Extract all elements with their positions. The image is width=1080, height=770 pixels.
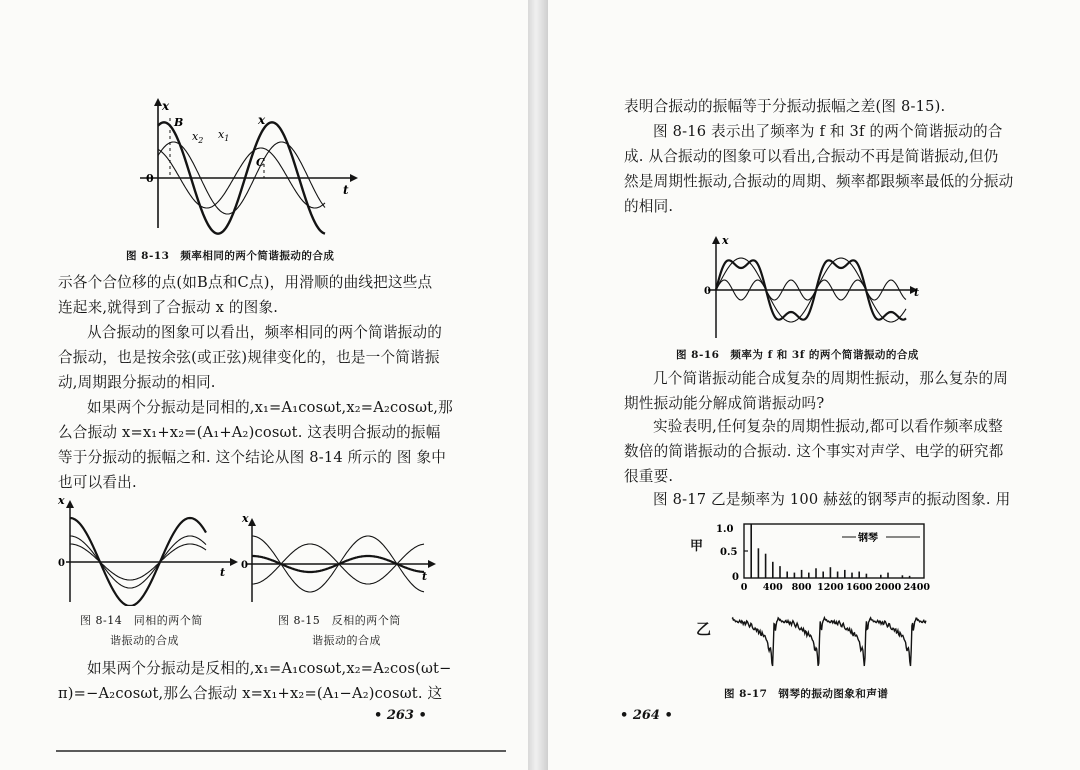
figure-8-15-caption-line-2: 谐振动的合成 — [312, 634, 381, 647]
left-paragraph-1: 示各个合位移的点(如B点和C点)，用滑顺的曲线把这些点 连起来,就得到了合振动 x 的图象. — [58, 274, 433, 316]
f815-t-axis-label: t — [422, 570, 428, 583]
spectrum-y-tick-1-0: 1.0 — [716, 524, 734, 535]
f814-t-axis-label: t — [220, 566, 226, 579]
f813-x-axis-label: x — [162, 99, 170, 113]
figure-8-17-label-jia: 甲 — [690, 539, 704, 554]
f813-origin-label: 0 — [146, 172, 154, 185]
right-paragraph-5: 图 8-17 乙是频率为 100 赫兹的钢琴声的振动图象. 用 — [653, 491, 1011, 508]
f814-origin-label: 0 — [58, 558, 65, 569]
figure-8-17-caption: 图 8-17 钢琴的振动图象和声谱 — [724, 688, 889, 700]
left-paragraph-4: 如果两个分振动是反相的,x₁=A₁cosωt,x₂=A₂cos(ωt− π)=−A₂cosωt,那么合振动 x=x₁+x₂=(A₁−A₂)cosωt. 这 — [58, 660, 452, 702]
figure-8-17-spectrum — [708, 516, 934, 594]
right-paragraph-3: 几个简谐振动能合成复杂的周期性振动，那么复杂的周 期性振动能分解成简谐振动吗? — [624, 370, 1009, 412]
spectrum-x-tick-label: 2000 — [874, 582, 902, 593]
spectrum-legend-piano: 钢琴 — [858, 533, 878, 544]
spectrum-x-tick-label: 800 — [791, 582, 812, 593]
left-page — [0, 0, 528, 770]
f813-x-resultant-label: x — [258, 113, 266, 127]
spectrum-x-tick-label: 1600 — [845, 582, 873, 593]
spectrum-x-tick-label: 400 — [762, 582, 783, 593]
figure-8-14-caption-line-2: 谐振动的合成 — [110, 634, 179, 647]
figure-8-13 — [140, 96, 360, 236]
f816-origin-label: 0 — [704, 286, 711, 297]
page-number-right: • 264 • — [620, 708, 673, 723]
f815-origin-label: 0 — [241, 560, 248, 571]
right-paragraph-4: 实验表明,任何复杂的周期性振动,都可以看作频率成整 数倍的简谐振动的合振动. 这个事实对声学、电学的研究都 很重要. — [624, 418, 1004, 485]
right-page — [548, 0, 1080, 770]
f816-t-axis-label: t — [914, 286, 920, 299]
spectrum-frame — [744, 524, 924, 578]
figure-8-15-caption-line-1: 图 8-15 反相的两个筒 — [278, 614, 401, 627]
figure-8-14 — [52, 494, 242, 606]
f813-x1-label: $x_1$ — [218, 128, 230, 143]
spectrum-y-tick-0: 0 — [732, 572, 739, 583]
figure-8-13-caption: 图 8-13 频率相同的两个简谐振动的合成 — [126, 250, 335, 262]
piano-waveform-line — [732, 618, 926, 666]
f816-x-axis-label: x — [722, 234, 729, 247]
figure-8-16-caption: 图 8-16 频率为 f 和 3f 的两个简谐振动的合成 — [676, 349, 919, 361]
left-paragraph-2: 从合振动的图象可以看出，频率相同的两个简谐振动的 合振动，也是按余弦(或正弦)规律变化的，也是一个简谐振 动,周期跟分振动的相同. — [58, 324, 443, 391]
page-number-left: • 263 • — [374, 708, 427, 723]
f815-x-axis-label: x — [242, 512, 249, 525]
f813-point-c-label: C — [256, 156, 265, 169]
f813-t-axis-label: t — [343, 183, 349, 197]
spectrum-x-tick-label: 1200 — [817, 582, 844, 593]
spectrum-y-tick-0-5: 0.5 — [720, 547, 738, 558]
f813-point-b-label: B — [174, 116, 184, 129]
spectrum-x-tick-label: 0 — [740, 582, 748, 593]
left-paragraph-3: 如果两个分振动是同相的,x₁=A₁cosωt,x₂=A₂cosωt,那 么合振动 x=x₁+x₂=(A₁+A₂)cosωt. 这表明合振动的振幅 等于分振动的振幅之和. 这个结论从图 8-14 所示的 图 象中 也可以看出. — [58, 399, 453, 491]
f814-x-axis-label: x — [58, 494, 65, 507]
figure-8-16 — [700, 232, 926, 340]
f813-x2-label: $x_2$ — [192, 130, 204, 145]
spectrum-x-tick-label: 2400 — [903, 582, 931, 593]
figure-8-15 — [238, 508, 438, 606]
figure-8-17-label-yi: 乙 — [696, 620, 712, 638]
figure-8-14-caption-line-1: 图 8-14 同相的两个简 — [80, 614, 203, 627]
bottom-rule — [56, 750, 506, 752]
book-gutter — [528, 0, 548, 770]
right-paragraph-1: 表明合振动的振幅等于分振动振幅之差(图 8-15). — [624, 98, 946, 115]
right-paragraph-2: 图 8-16 表示出了频率为 f 和 3f 的两个简谐振动的合 成. 从合振动的图象可以看出,合振动不再是简谐振动,但仍 然是周期性振动,合振动的周期、频率都跟频率最低的分振动 的相同. — [624, 123, 1014, 215]
figure-8-17-waveform — [730, 596, 930, 668]
